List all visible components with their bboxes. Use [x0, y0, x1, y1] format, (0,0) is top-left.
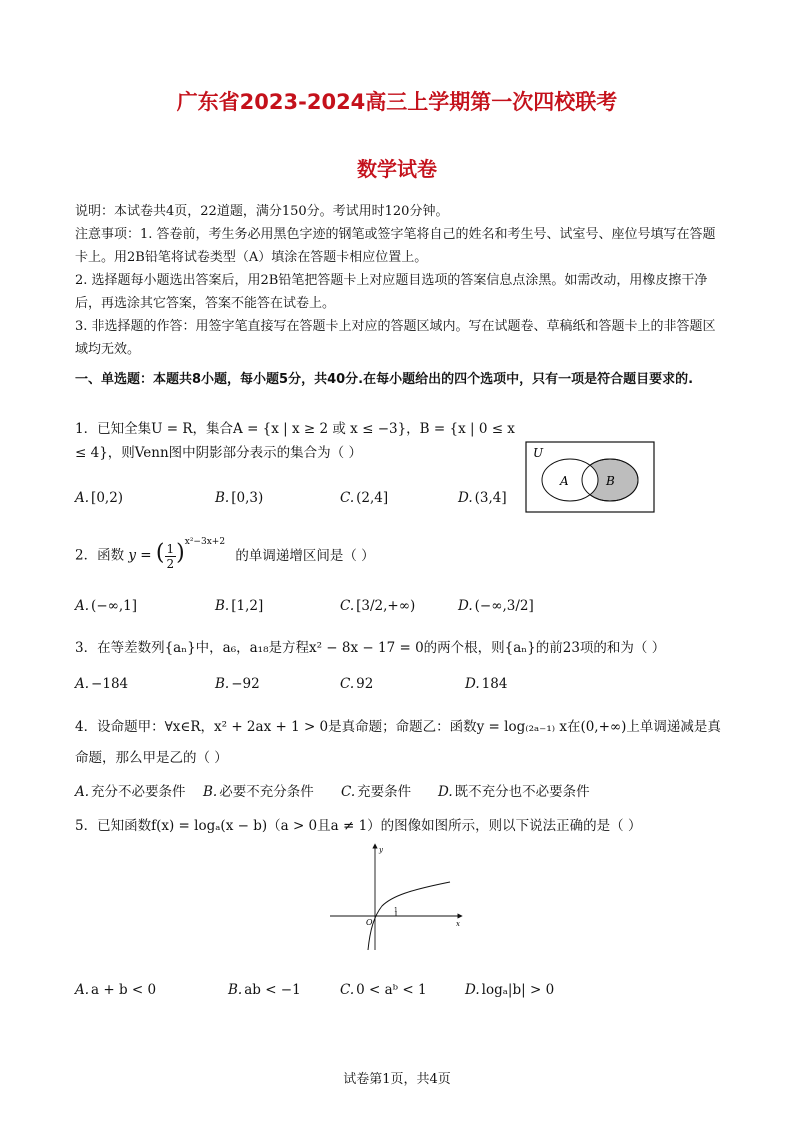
q2-options	[75, 598, 725, 626]
page-title: 广东省2023-2024高三上学期第一次四校联考	[176, 90, 618, 114]
note-line: 3. 非选择题的作答：用签字笔直接写在答题卡上对应的答题区域内。写在试题卷、草稿纸和答题卡上的非答题区域均无效。	[75, 319, 716, 357]
q2-option-a: A. (−∞,1]	[75, 598, 138, 614]
subject-title: 数学试卷	[357, 157, 437, 181]
q4-options	[75, 780, 725, 808]
note-line: 2. 选择题每小题选出答案后，用2B铅笔把答题卡上对应题目选项的答案信息点涂黑。如需改动，用橡皮擦干净后，再选涂其它答案，答案不能答在试卷上。	[75, 273, 708, 311]
question-1: 1．已知全集U = R，集合A = {x | x ≥ 2 或 x ≤ −3}，B = {x | 0 ≤ x ≤ 4}，则Venn图中阴影部分表示的集合为（ ）	[75, 421, 515, 461]
q4-option-a: A. 充分不必要条件	[75, 784, 186, 800]
q1-option-c: C. (2,4]	[340, 490, 389, 506]
q5-option-d: D. logₐ|b| > 0	[465, 982, 555, 998]
q5-options	[75, 982, 725, 1010]
q3-option-c: C. 92	[340, 676, 374, 692]
section-heading: 一、单选题：本题共8小题，每小题5分，共40分.在每小题给出的四个选项中，只有一项是符合题目要求的.	[75, 372, 694, 387]
log-function-graph	[330, 842, 465, 952]
tick-label: 1	[394, 907, 398, 914]
question-5: 5．已知函数f(x) = logₐ(x − b)（a > 0且a ≠ 1）的图像如图所示，则以下说法正确的是（ ）	[75, 818, 642, 834]
q5-option-b: B. ab < −1	[228, 982, 301, 998]
q2-option-b: B. [1,2]	[215, 598, 264, 614]
question-4: 4．设命题甲：∀x∈R，x² + 2ax + 1 > 0是真命题；命题乙：函数y = log₍₂ₐ₋₁₎ x在(0,+∞)上单调递减是真命题，那么甲是乙的（ ）	[75, 719, 721, 766]
venn-label-a: A	[560, 474, 569, 488]
q3-option-b: B. −92	[215, 676, 260, 692]
origin-label: O	[366, 918, 373, 927]
q5-option-a: A. a + b < 0	[75, 982, 157, 998]
q3-option-a: A. −184	[75, 676, 129, 692]
page-footer: 试卷第1页，共4页	[343, 1072, 451, 1087]
q1-option-b: B. [0,3)	[215, 490, 264, 506]
q2-option-c: C. [3/2,+∞)	[340, 598, 416, 614]
q3-option-d: D. 184	[465, 676, 508, 692]
x-axis-label: x	[456, 920, 460, 928]
y-axis-label: y	[379, 846, 383, 854]
q1-options	[75, 490, 725, 518]
q4-option-c: C. 充要条件	[341, 784, 412, 800]
question-3: 3．在等差数列{aₙ}中，a₆，a₁₈是方程x² − 8x − 17 = 0的两个根，则{aₙ}的前23项的和为（ ）	[75, 640, 666, 656]
q1-option-a: A. [0,2)	[75, 490, 124, 506]
q2-fraction: $\frac{1}{2}$	[166, 541, 175, 571]
question-2: 2．函数 y = ( $\frac{1}{2}$ )$^{x^2-3x+2}$ 的单调递增区间是（ ）	[75, 537, 375, 571]
q1-option-d: D. (3,4]	[458, 490, 507, 506]
venn-label-b: B	[606, 474, 615, 488]
q5-option-c: C. 0 < aᵇ < 1	[340, 982, 427, 998]
q4-option-b: B. 必要不充分条件	[203, 784, 314, 800]
q4-option-d: D. 既不充分也不必要条件	[438, 784, 590, 800]
q2-option-d: D. (−∞,3/2]	[458, 598, 534, 614]
q3-options	[75, 676, 725, 704]
venn-label-u: U	[533, 446, 544, 460]
note-line: 注意事项：1. 答卷前，考生务必用黑色字迹的钢笔或签字笔将自己的姓名和考生号、试室号、座位号填写在答题卡上。用2B铅笔将试卷类型（A）填涂在答题卡相应位置上。	[75, 227, 716, 265]
exam-notes	[75, 200, 725, 361]
note-line: 说明：本试卷共4页，22道题，满分150分。考试用时120分钟。	[75, 204, 449, 219]
